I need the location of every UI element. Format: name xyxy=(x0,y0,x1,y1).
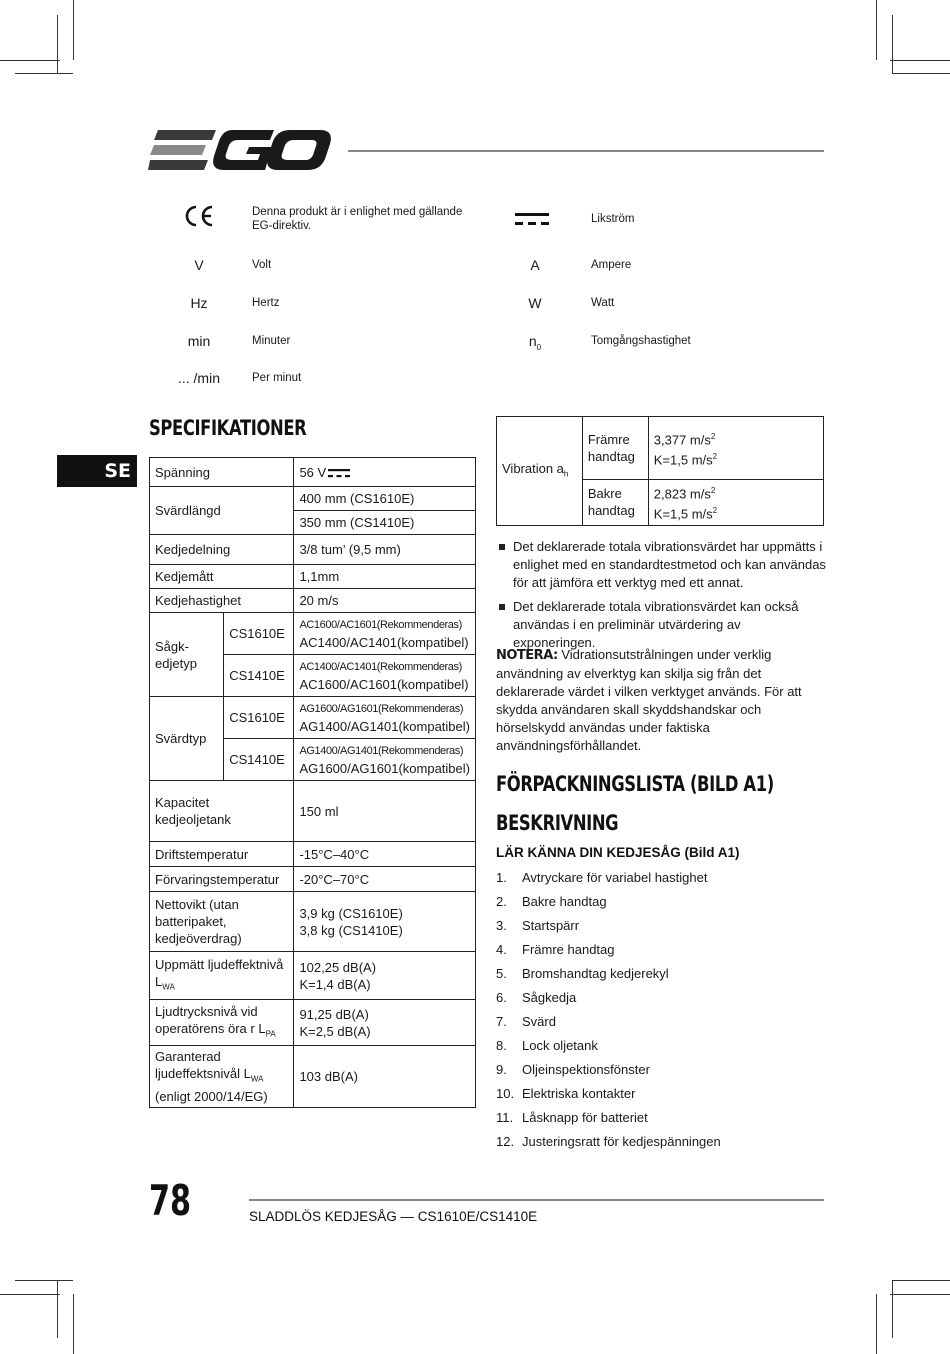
list-text: Bromshandtag kedjerekyl xyxy=(522,966,669,981)
recommended-part: AC1400/AC1401(Rekommenderas) xyxy=(299,660,462,673)
crop-mark xyxy=(876,1294,877,1354)
list-item xyxy=(496,989,826,1013)
spec-value: 150 ml xyxy=(294,781,476,842)
spec-value xyxy=(294,952,476,1000)
crop-mark xyxy=(890,1294,950,1295)
crop-mark xyxy=(892,15,893,73)
symbol-watt: W xyxy=(528,295,542,311)
list-item xyxy=(496,1133,826,1157)
list-item xyxy=(496,893,826,917)
spec-model: CS1410E xyxy=(224,739,294,781)
spec-label: Kedjemått xyxy=(150,565,294,589)
vibration-uncertainty-text: K=1,5 m/s xyxy=(653,506,713,522)
vibration-label-sub: h xyxy=(563,469,569,479)
vibration-notes-list xyxy=(496,538,826,658)
symbol-minutes: min xyxy=(187,333,211,349)
spec-row-chain-speed xyxy=(150,589,476,613)
sound-pressure-sub: PA xyxy=(265,1029,276,1039)
vibration-value-text: 3,377 m/s xyxy=(653,432,711,447)
crop-mark xyxy=(15,1280,73,1281)
symbol-ampere: A xyxy=(530,257,540,273)
spec-row-bar-type-1 xyxy=(150,697,476,739)
spec-row-guaranteed-sound xyxy=(150,1046,476,1108)
note-paragraph xyxy=(496,646,826,755)
vibration-label-text: Vibration a xyxy=(502,460,564,476)
spec-label: Nettovikt (utan batteripaket, kedjeöverdrag) xyxy=(150,892,294,952)
vibration-value-line xyxy=(654,428,818,448)
symbol-per-minute: ... /min xyxy=(177,370,220,386)
guaranteed-sub: WA xyxy=(250,1074,264,1084)
symbol-no-load-speed-description: Tomgångshastighet xyxy=(591,335,691,347)
list-text: Justeringsratt för kedjespänningen xyxy=(522,1134,721,1149)
crop-mark xyxy=(57,1280,58,1338)
list-text: Lock oljetank xyxy=(522,1038,598,1053)
spec-value xyxy=(294,697,476,739)
specifications-table xyxy=(149,457,476,1108)
vibration-uncertainty-line xyxy=(654,502,818,522)
list-text: Startspärr xyxy=(522,918,580,933)
list-number: 3. xyxy=(496,918,507,933)
spec-value xyxy=(294,892,476,952)
spec-label: Spänning xyxy=(150,458,294,487)
list-text: Elektriska kontakter xyxy=(522,1086,636,1101)
spec-label: Sågk- edjetyp xyxy=(150,613,224,697)
list-number: 11. xyxy=(496,1110,514,1125)
spec-value: -15°C–40°C xyxy=(294,842,476,867)
recommended-part: AC1600/AC1601(Rekommenderas) xyxy=(299,618,462,631)
crop-mark xyxy=(0,60,60,61)
vibration-row-front xyxy=(497,417,824,480)
symbol-minutes-description: Minuter xyxy=(252,335,291,347)
unit-sup: 2 xyxy=(710,486,716,495)
list-number: 8. xyxy=(496,1038,507,1053)
spec-value: 103 dB(A) xyxy=(294,1046,476,1108)
recommended-part: AG1400/AG1401(Rekommenderas) xyxy=(299,744,464,757)
spec-value xyxy=(294,458,476,487)
vibration-value-line xyxy=(654,482,818,502)
spec-value xyxy=(294,739,476,781)
list-number: 6. xyxy=(496,990,507,1005)
spec-label: Svärdlängd xyxy=(150,487,294,535)
compatible-part: AG1400/AG1401(kompatibel) xyxy=(299,718,470,734)
compatible-part: AC1400/AC1401(kompatibel) xyxy=(299,634,469,650)
list-text: Låsknapp för batteriet xyxy=(522,1110,648,1125)
crop-mark xyxy=(15,73,73,74)
header-rule xyxy=(348,150,824,152)
list-text: Främre handtag xyxy=(522,942,615,957)
unit-sup: 2 xyxy=(710,431,716,441)
list-item xyxy=(496,1013,826,1037)
sound-pressure-value: 91,25 dB(A) xyxy=(299,1006,369,1022)
symbol-hertz-description: Hertz xyxy=(252,297,280,309)
note-label: NOTERA: xyxy=(496,648,558,663)
list-text: Oljeinspektionsfönster xyxy=(522,1062,650,1077)
list-item xyxy=(496,941,826,965)
crop-mark xyxy=(57,15,58,73)
vibration-uncertainty-line xyxy=(654,448,818,468)
vibration-handle: Bakre handtag xyxy=(582,480,648,526)
footer-rule xyxy=(249,1199,824,1201)
spec-model: CS1610E xyxy=(224,697,294,739)
sound-pressure-uncertainty: K=2,5 dB(A) xyxy=(299,1023,371,1039)
compatible-part: AG1600/AG1601(kompatibel) xyxy=(299,760,470,776)
page-number: 78 xyxy=(149,1176,192,1225)
symbol-volt: V xyxy=(194,257,204,273)
spec-value xyxy=(294,1000,476,1046)
spec-value: 3/8 tum’ (9,5 mm) xyxy=(294,535,476,565)
crop-mark xyxy=(73,0,74,60)
spec-row-operating-temp xyxy=(150,842,476,867)
language-tab: SE xyxy=(57,455,137,487)
specifications-heading: SPECIFIKATIONER xyxy=(149,416,307,440)
crop-mark xyxy=(892,1280,950,1281)
sound-power-value: 102,25 dB(A) xyxy=(299,959,377,975)
guaranteed-directive: (enligt 2000/14/EG) xyxy=(155,1088,268,1104)
direct-current-icon xyxy=(514,210,550,228)
spec-label: Kedjedelning xyxy=(150,535,294,565)
description-heading: BESKRIVNING xyxy=(496,811,619,835)
direct-current-icon xyxy=(328,467,350,479)
packing-list-heading: FÖRPACKNINGSLISTA (BILD A1) xyxy=(496,772,774,796)
list-item xyxy=(496,917,826,941)
symbol-per-minute-description: Per minut xyxy=(252,372,302,384)
symbol-hertz: Hz xyxy=(190,295,208,311)
net-weight-value: 3,9 kg (CS1610E) xyxy=(299,905,403,921)
crop-mark xyxy=(892,1280,893,1338)
list-text: Svärd xyxy=(522,1014,556,1029)
spec-row-net-weight xyxy=(150,892,476,952)
list-item xyxy=(496,965,826,989)
spec-row-storage-temp xyxy=(150,867,476,892)
symbol-n-sub: 0 xyxy=(536,342,542,352)
spec-value: 350 mm (CS1410E) xyxy=(294,511,476,535)
spec-label: Svärdtyp xyxy=(150,697,224,781)
list-text: Bakre handtag xyxy=(522,894,607,909)
spec-label xyxy=(150,1046,294,1108)
spec-label: Kedjehastighet xyxy=(150,589,294,613)
list-number: 5. xyxy=(496,966,507,981)
list-item xyxy=(496,1037,826,1061)
crop-mark xyxy=(892,73,950,74)
spec-row-bar-length xyxy=(150,487,476,511)
list-number: 2. xyxy=(496,894,507,909)
voltage-value: 56 V xyxy=(299,464,327,480)
spec-label: Förvaringstemperatur xyxy=(150,867,294,892)
crop-mark xyxy=(890,60,950,61)
footer-title: SLADDLÖS KEDJESÅG — CS1610E/CS1410E xyxy=(249,1209,538,1224)
symbol-no-load-speed xyxy=(505,333,565,352)
list-text: Sågkedja xyxy=(522,990,577,1005)
list-number: 10. xyxy=(496,1086,515,1101)
ego-logo xyxy=(148,128,333,172)
list-item xyxy=(496,869,826,893)
list-item xyxy=(496,1109,826,1133)
list-number: 4. xyxy=(496,942,507,957)
spec-label: Driftstemperatur xyxy=(150,842,294,867)
vibration-value-text: 2,823 m/s xyxy=(653,486,711,502)
list-text: Avtryckare för variabel hastighet xyxy=(522,870,708,885)
spec-value: -20°C–70°C xyxy=(294,867,476,892)
symbol-volt-description: Volt xyxy=(252,259,272,271)
spec-label: Kapacitet kedjeoljetank xyxy=(150,781,294,842)
guaranteed-label: Garanterad ljudeffektsnivål L xyxy=(155,1049,251,1082)
symbol-watt-description: Watt xyxy=(591,297,615,309)
spec-value: 400 mm (CS1610E) xyxy=(294,487,476,511)
symbol-dc-description: Likström xyxy=(591,213,635,225)
list-number: 1. xyxy=(496,870,507,885)
sound-power-sub: WA xyxy=(162,982,175,992)
crop-mark xyxy=(876,0,877,60)
compatible-part: AC1600/AC1601(kompatibel) xyxy=(299,676,469,692)
spec-value xyxy=(294,655,476,697)
net-weight-value: 3,8 kg (CS1410E) xyxy=(299,922,403,938)
list-item xyxy=(496,1085,826,1109)
recommended-part: AG1600/AG1601(Rekommenderas) xyxy=(299,702,464,715)
unit-sup: 2 xyxy=(712,506,718,516)
vibration-label xyxy=(497,417,583,526)
spec-value xyxy=(294,613,476,655)
list-item: Det deklarerade totala vibrationsvärdet kan också användas i en preliminär utvärdering av exponeringen. xyxy=(496,598,826,652)
spec-value: 20 m/s xyxy=(294,589,476,613)
list-number: 9. xyxy=(496,1062,507,1077)
symbol-ampere-description: Ampere xyxy=(591,259,632,271)
crop-mark xyxy=(0,1294,60,1295)
vibration-uncertainty-text: K=1,5 m/s xyxy=(653,452,713,468)
vibration-value xyxy=(648,480,823,526)
sound-power-uncertainty: K=1,4 dB(A) xyxy=(299,976,371,992)
spec-value: 1,1mm xyxy=(294,565,476,589)
spec-row-voltage xyxy=(150,458,476,487)
list-number: 12. xyxy=(496,1134,515,1149)
list-number: 7. xyxy=(496,1014,507,1029)
vibration-table xyxy=(496,416,824,526)
spec-model: CS1610E xyxy=(224,613,294,655)
spec-label xyxy=(150,952,294,1000)
crop-mark xyxy=(73,1294,74,1354)
spec-row-saw-chain-1 xyxy=(150,613,476,655)
know-your-saw-heading: LÄR KÄNNA DIN KEDJESÅG (Bild A1) xyxy=(496,845,740,860)
spec-row-oil-capacity xyxy=(150,781,476,842)
symbol-n: n xyxy=(528,333,537,349)
spec-row-chain-gauge xyxy=(150,565,476,589)
sound-power-label: Uppmätt ljudeffektnivå L xyxy=(155,956,284,989)
spec-row-sound-pressure xyxy=(150,1000,476,1046)
ce-mark-icon xyxy=(183,204,215,228)
list-item: Det deklarerade totala vibrationsvärdet har uppmätts i enlighet med en standardtestmetod och kan användas för att jämföra ett verktyg med ett annat. xyxy=(496,538,826,592)
vibration-handle: Främre handtag xyxy=(582,417,648,480)
note-text: Vidrationsutstrålningen under verklig användning av elverktyg kan skilja sig från det deklarerade värdet i vilken verktyget används. För att skydda användaren skall skyddshandskar och hörselskydd användas under faktiska användningsförhållandet. xyxy=(496,647,802,753)
vibration-value xyxy=(648,417,823,480)
parts-list xyxy=(496,869,826,1157)
spec-label xyxy=(150,1000,294,1046)
list-item xyxy=(496,1061,826,1085)
unit-sup: 2 xyxy=(712,452,718,461)
spec-row-sound-power xyxy=(150,952,476,1000)
symbol-ce-description: Denna produkt är i enlighet med gällande EG-direktiv. xyxy=(252,206,463,232)
spec-row-chain-pitch xyxy=(150,535,476,565)
sound-pressure-label: Ljudtrycksnivå vid operatörens öra r L xyxy=(155,1003,266,1036)
spec-model: CS1410E xyxy=(224,655,294,697)
